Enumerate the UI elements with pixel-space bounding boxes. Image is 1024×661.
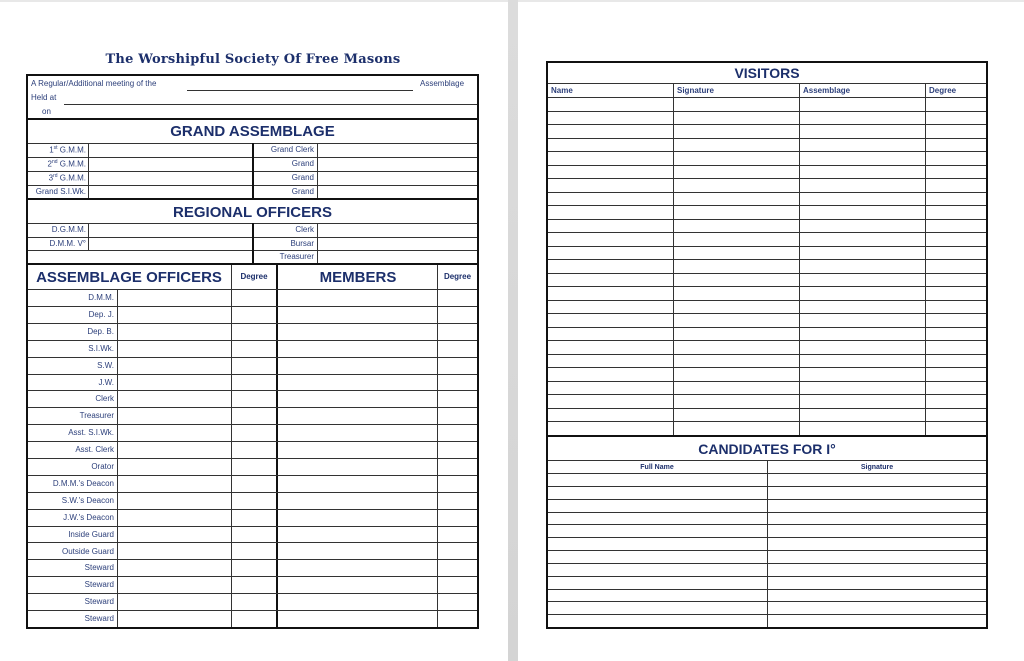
officer-label: Dep. B.	[87, 326, 114, 336]
regional-right-label-2: Bursar	[290, 239, 314, 248]
candidate-row[interactable]	[548, 614, 986, 627]
candidate-row[interactable]	[548, 486, 986, 499]
member-degree-cell[interactable]	[438, 407, 477, 424]
officer-label: Dep. J.	[88, 309, 114, 319]
page-gutter	[508, 0, 518, 661]
candidates-heading: CANDIDATES FOR I°	[698, 441, 836, 457]
visitor-row[interactable]	[548, 394, 986, 408]
grand-label-3: 3rd G.M.M.	[48, 173, 86, 183]
officer-name-cell[interactable]	[118, 576, 230, 593]
grand-right-label-2: Grand	[291, 159, 314, 168]
on-label: on	[42, 107, 51, 116]
visitor-row[interactable]	[548, 327, 986, 341]
visitors-col-assemblage: Assemblage	[803, 86, 851, 95]
divider	[26, 263, 479, 265]
member-name-cell[interactable]	[278, 593, 436, 610]
assemblage-name-field[interactable]	[187, 90, 413, 91]
grand-label-4: Grand S.I.Wk.	[35, 187, 86, 196]
visitor-row[interactable]	[548, 205, 986, 219]
officer-label: Asst. S.I.Wk.	[68, 428, 114, 438]
divider	[26, 198, 479, 200]
member-degree-cell[interactable]	[438, 323, 477, 340]
officer-name-cell[interactable]	[118, 475, 230, 492]
visitors-col-degree: Degree	[929, 86, 957, 95]
visitor-row[interactable]	[548, 313, 986, 327]
member-degree-cell[interactable]	[438, 357, 477, 374]
member-name-cell[interactable]	[278, 407, 436, 424]
divider	[88, 143, 89, 198]
officer-degree-cell[interactable]	[232, 593, 275, 610]
officer-degree-cell[interactable]	[232, 340, 275, 357]
officer-name-cell[interactable]	[118, 390, 230, 407]
member-name-cell[interactable]	[278, 475, 436, 492]
candidate-row[interactable]	[548, 537, 986, 550]
visitor-row[interactable]	[548, 111, 986, 125]
visitor-row[interactable]	[548, 165, 986, 179]
visitor-row[interactable]	[548, 219, 986, 233]
visitor-row[interactable]	[548, 340, 986, 354]
officer-label: J.W.'s Deacon	[63, 512, 114, 522]
candidates-col-fullname: Full Name	[640, 464, 674, 471]
member-name-cell[interactable]	[278, 289, 436, 306]
officer-degree-cell[interactable]	[232, 543, 275, 560]
officer-label: Clerk	[95, 394, 114, 404]
member-degree-cell[interactable]	[438, 441, 477, 458]
member-degree-cell[interactable]	[438, 543, 477, 560]
officer-degree-cell[interactable]	[232, 475, 275, 492]
officer-name-cell[interactable]	[118, 374, 230, 391]
officer-name-cell[interactable]	[118, 526, 230, 543]
divider	[317, 143, 318, 198]
member-name-cell[interactable]	[278, 424, 436, 441]
visitors-heading: VISITORS	[734, 65, 800, 81]
visitor-row[interactable]	[548, 381, 986, 395]
candidate-row[interactable]	[548, 589, 986, 602]
candidate-row[interactable]	[548, 499, 986, 512]
officer-degree-cell[interactable]	[232, 374, 275, 391]
member-name-cell[interactable]	[278, 543, 436, 560]
visitor-row[interactable]	[548, 138, 986, 152]
divider	[26, 118, 479, 120]
officer-name-cell[interactable]	[118, 610, 230, 627]
officer-label: Steward	[84, 563, 114, 573]
member-name-cell[interactable]	[278, 492, 436, 509]
divider	[546, 435, 988, 437]
divider	[317, 223, 318, 263]
regional-right-label-3: Treasurer	[279, 252, 314, 261]
officer-degree-cell[interactable]	[232, 306, 275, 323]
grand-label-2: 2nd G.M.M.	[47, 159, 86, 169]
officer-degree-cell[interactable]	[232, 424, 275, 441]
officer-degree-cell[interactable]	[232, 441, 275, 458]
officer-label: Steward	[84, 614, 114, 624]
visitor-row[interactable]	[548, 286, 986, 300]
visitor-row[interactable]	[548, 97, 986, 111]
officer-degree-cell[interactable]	[232, 458, 275, 475]
visitors-col-signature: Signature	[677, 86, 714, 95]
member-degree-cell[interactable]	[438, 306, 477, 323]
held-at-field[interactable]	[64, 104, 477, 105]
officer-name-cell[interactable]	[118, 543, 230, 560]
officer-label: D.M.M.'s Deacon	[52, 478, 114, 488]
grand-assemblage-heading: GRAND ASSEMBLAGE	[170, 123, 335, 140]
member-degree-cell[interactable]	[438, 475, 477, 492]
members-degree-header: Degree	[443, 272, 472, 281]
grand-label-1: 1st G.M.M.	[49, 145, 86, 155]
officer-label: Steward	[84, 580, 114, 590]
officer-label: Treasurer	[79, 411, 114, 421]
member-degree-cell[interactable]	[438, 374, 477, 391]
officer-label: Asst. Clerk	[75, 445, 114, 455]
member-name-cell[interactable]	[278, 340, 436, 357]
regional-right-label-1: Clerk	[295, 225, 314, 234]
grand-right-label-4: Grand	[291, 187, 314, 196]
officer-degree-cell[interactable]	[232, 323, 275, 340]
members-heading: MEMBERS	[319, 269, 397, 286]
visitor-row[interactable]	[548, 408, 986, 422]
officer-degree-cell[interactable]	[232, 407, 275, 424]
member-name-cell[interactable]	[278, 559, 436, 576]
officer-degree-cell[interactable]	[232, 390, 275, 407]
member-degree-cell[interactable]	[438, 610, 477, 627]
officer-name-cell[interactable]	[118, 509, 230, 526]
officer-name-cell[interactable]	[118, 559, 230, 576]
assemblage-officers-heading: ASSEMBLAGE OFFICERS	[36, 269, 222, 286]
officer-label: S.I.Wk.	[88, 343, 114, 353]
member-degree-cell[interactable]	[438, 340, 477, 357]
officer-name-cell[interactable]	[118, 441, 230, 458]
officer-name-cell[interactable]	[118, 340, 230, 357]
officer-name-cell[interactable]	[118, 593, 230, 610]
officer-label: S.W.'s Deacon	[61, 495, 114, 505]
officer-name-cell[interactable]	[118, 458, 230, 475]
regional-label-1: D.G.M.M.	[51, 225, 86, 234]
member-name-cell[interactable]	[278, 357, 436, 374]
member-name-cell[interactable]	[278, 576, 436, 593]
visitor-row[interactable]	[548, 151, 986, 165]
visitor-row[interactable]	[548, 273, 986, 287]
member-degree-cell[interactable]	[438, 492, 477, 509]
member-name-cell[interactable]	[278, 610, 436, 627]
member-degree-cell[interactable]	[438, 289, 477, 306]
officer-name-cell[interactable]	[118, 289, 230, 306]
meeting-line-suffix: Assemblage	[420, 79, 465, 88]
officer-name-cell[interactable]	[118, 323, 230, 340]
visitor-row[interactable]	[548, 246, 986, 260]
member-name-cell[interactable]	[278, 390, 436, 407]
officer-name-cell[interactable]	[118, 424, 230, 441]
visitor-row[interactable]	[548, 259, 986, 273]
held-at-label: Held at	[31, 93, 57, 102]
member-name-cell[interactable]	[278, 441, 436, 458]
officer-degree-cell[interactable]	[232, 357, 275, 374]
member-degree-cell[interactable]	[438, 559, 477, 576]
visitor-row[interactable]	[548, 300, 986, 314]
candidate-row[interactable]	[548, 550, 986, 563]
officer-degree-cell[interactable]	[232, 492, 275, 509]
officers-degree-header: Degree	[240, 272, 268, 281]
officer-name-cell[interactable]	[118, 407, 230, 424]
officer-degree-cell[interactable]	[232, 559, 275, 576]
visitor-row[interactable]	[548, 232, 986, 246]
visitor-row[interactable]	[548, 178, 986, 192]
meeting-line-prefix: A Regular/Additional meeting of the	[31, 79, 157, 88]
officer-name-cell[interactable]	[118, 357, 230, 374]
member-name-cell[interactable]	[278, 526, 436, 543]
grand-right-label-3: Grand	[291, 173, 314, 182]
officer-label: Inside Guard	[68, 529, 114, 539]
visitor-row[interactable]	[548, 367, 986, 381]
member-degree-cell[interactable]	[438, 593, 477, 610]
candidate-row[interactable]	[548, 601, 986, 614]
divider	[88, 223, 89, 250]
officer-degree-cell[interactable]	[232, 509, 275, 526]
officer-degree-cell[interactable]	[232, 576, 275, 593]
member-degree-cell[interactable]	[438, 509, 477, 526]
officer-label: Steward	[84, 597, 114, 607]
officer-label: S.W.	[97, 360, 114, 370]
officer-label: Outside Guard	[61, 546, 114, 556]
regional-label-2: D.M.M. V°	[49, 239, 86, 248]
candidates-col-signature: Signature	[860, 464, 894, 471]
candidate-row[interactable]	[548, 576, 986, 589]
regional-officers-heading: REGIONAL OFFICERS	[173, 204, 332, 221]
grand-right-label-1: Grand Clerk	[270, 145, 314, 154]
officer-label: D.M.M.	[88, 293, 114, 302]
visitors-col-name: Name	[551, 86, 573, 95]
member-degree-cell[interactable]	[438, 576, 477, 593]
visitor-row[interactable]	[548, 192, 986, 206]
officer-degree-cell[interactable]	[232, 526, 275, 543]
candidate-row[interactable]	[548, 524, 986, 537]
member-name-cell[interactable]	[278, 509, 436, 526]
divider	[548, 83, 986, 84]
member-name-cell[interactable]	[278, 306, 436, 323]
member-degree-cell[interactable]	[438, 390, 477, 407]
officer-name-cell[interactable]	[118, 492, 230, 509]
document-title: The Worshipful Society Of Free Masons	[105, 52, 401, 67]
visitor-row[interactable]	[548, 124, 986, 138]
member-name-cell[interactable]	[278, 374, 436, 391]
visitor-row[interactable]	[548, 421, 986, 435]
candidate-row[interactable]	[548, 512, 986, 525]
candidate-row[interactable]	[548, 563, 986, 576]
officer-label: J.W.	[98, 377, 114, 387]
member-degree-cell[interactable]	[438, 526, 477, 543]
officer-name-cell[interactable]	[118, 306, 230, 323]
member-degree-cell[interactable]	[438, 458, 477, 475]
visitor-row[interactable]	[548, 354, 986, 368]
officer-label: Orator	[91, 462, 114, 471]
member-degree-cell[interactable]	[438, 424, 477, 441]
candidate-row[interactable]	[548, 473, 986, 486]
member-name-cell[interactable]	[278, 323, 436, 340]
officer-degree-cell[interactable]	[232, 610, 275, 627]
member-name-cell[interactable]	[278, 458, 436, 475]
officer-degree-cell[interactable]	[232, 289, 275, 306]
